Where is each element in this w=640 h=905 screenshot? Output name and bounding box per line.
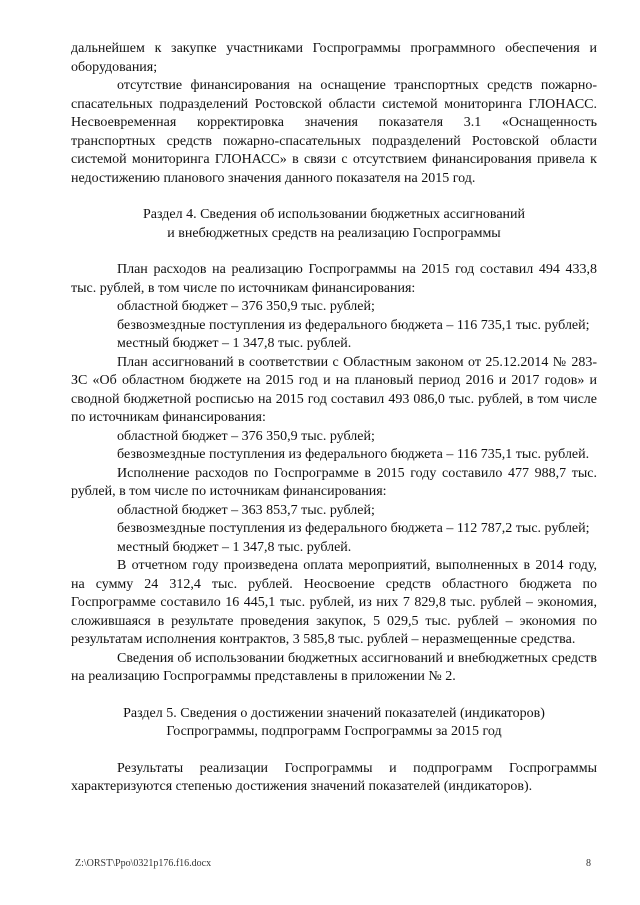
section-4-heading-line-1: Раздел 4. Сведения об использовании бюджетных ассигнований [142, 207, 526, 222]
paragraph-appendix-reference: Сведения об использовании бюджетных ассигнований и внебюджетных средств на реализацию Госпрограммы представлены в приложении № 2. [71, 650, 597, 684]
paragraph-plan-expenses: План расходов на реализацию Госпрограммы на 2015 год составил 494 433,8 тыс. рублей, в том числе по источникам финансирования: [71, 262, 597, 296]
paragraph-federal-receipts: безвозмездные поступления из федерального бюджета – 116 735,1 тыс. рублей; [117, 317, 590, 333]
paragraph-regional-budget-2: областной бюджет – 376 350,9 тыс. рублей; [117, 428, 375, 444]
paragraph-federal-receipts-3: безвозмездные поступления из федерального бюджета – 112 787,2 тыс. рублей; [117, 521, 590, 536]
paragraph-federal-receipts-2: безвозмездные поступления из федерального бюджета – 116 735,1 тыс. рублей. [117, 447, 590, 462]
page-number: 8 [586, 858, 591, 869]
paragraph-results: Результаты реализации Госпрограммы и подпрограмм Госпрограммы характеризуются степенью достижения значений показателей (индикаторов). [71, 760, 597, 794]
paragraph-regional-budget: областной бюджет – 376 350,9 тыс. рублей; [117, 299, 375, 314]
paragraph-plan-allocations: План ассигнований в соответствии с Областным законом от 25.12.2014 № 283-ЗС «Об областном бюджете на 2015 год и на плановый период 2016 и 2017 годов» и сводной бюджетной росписью на 2015 год составил 493 086,0 тыс. рублей, в том числе по источникам финансирования: [71, 354, 597, 425]
paragraph-regional-budget-3: областной бюджет – 363 853,7 тыс. рублей; [117, 502, 375, 518]
paragraph-execution: Исполнение расходов по Госпрограмме в 2015 году составило 477 988,7 тыс. рублей, в том числе по источникам финансирования: [71, 465, 597, 499]
section-5-heading-line-1: Раздел 5. Сведения о достижении значений показателей (индикаторов) [123, 705, 545, 721]
paragraph-payments: В отчетном году произведена оплата мероприятий, выполненных в 2014 году, на сумму 24 312,4 тыс. рублей. Неосвоение средств областного бюджета по Госпрограмме составило 16 445,1 тыс. рублей, из них 7 829,8 тыс. рублей – экономия, сложившаяся в результате проведения закупок, 5 029,5 тыс. рублей – экономия по результатам исполнения контрактов, 3 585,8 тыс. рублей – неразмещенные средства. [71, 558, 597, 647]
paragraph-glonass: отсутствие финансирования на оснащение транспортных средств пожарно-спасательных подразделений Ростовской области системой мониторинга ГЛОНАСС. Несвоевременная корректировка значения показателя 3.1 «Оснащенность транспортных средств пожарно-спасательных подразделений Ростовской области системой мониторинга ГЛОНАСС» в связи с отсутствием финансирования привела к недостижению планового значения данного показателя на 2015 год. [71, 78, 597, 186]
page-body [71, 40, 597, 797]
paragraph-continuation: дальнейшем к закупке участниками Госпрограммы программного обеспечения и оборудования; [71, 41, 597, 75]
section-5-heading-line-2: Госпрограммы, подпрограмм Госпрограммы за 2015 год [166, 724, 502, 739]
footer-file-path: Z:\ORST\Ppo\0321p176.f16.docx [75, 858, 212, 869]
paragraph-local-budget-2: местный бюджет – 1 347,8 тыс. рублей. [117, 539, 352, 555]
paragraph-local-budget: местный бюджет – 1 347,8 тыс. рублей. [117, 336, 352, 351]
section-4-heading-line-2: и внебюджетных средств на реализацию Госпрограммы [167, 225, 501, 241]
